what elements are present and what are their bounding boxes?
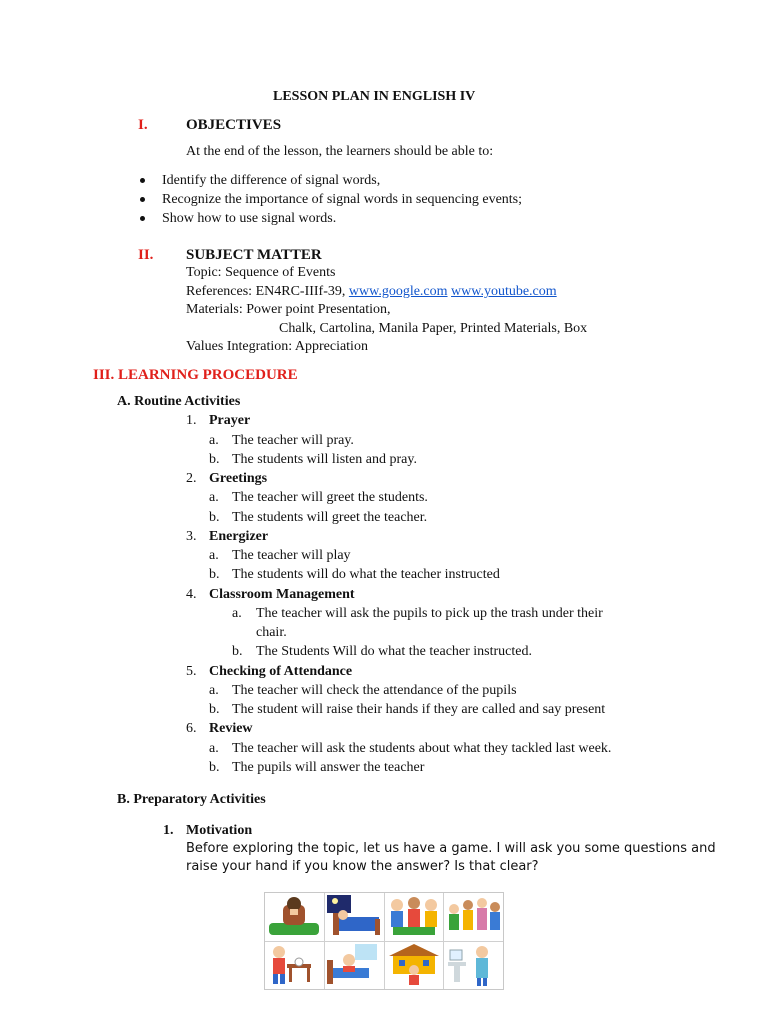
sub-text: The teacher will greet the students. xyxy=(232,490,428,505)
objectives-heading: OBJECTIVES xyxy=(186,117,282,133)
sub-letter: a. xyxy=(209,548,219,563)
going-to-school-picture xyxy=(385,942,444,990)
item-title: Greetings xyxy=(209,471,268,486)
item-title: Classroom Management xyxy=(209,587,355,602)
item-number: 1. xyxy=(186,413,197,428)
routine-activities-heading: A. Routine Activities xyxy=(117,394,241,409)
sub-letter: a. xyxy=(209,683,219,698)
sub-text: The students will listen and pray. xyxy=(232,452,417,467)
sub-letter: a. xyxy=(232,606,242,621)
sub-text: The pupils will answer the teacher xyxy=(232,760,425,775)
objectives-intro: At the end of the lesson, the learners should be able to: xyxy=(186,144,494,159)
boy-eating-picture xyxy=(265,942,324,990)
praying-boy-picture xyxy=(265,893,324,941)
item-number: 5. xyxy=(186,664,197,679)
sub-letter: b. xyxy=(209,510,220,525)
motivation-text: Before exploring the topic, let us have a game. I will ask you some questions and xyxy=(186,841,716,856)
sub-text: The teacher will play xyxy=(232,548,351,563)
bullet-icon xyxy=(140,197,145,202)
daily-routine-picture-grid xyxy=(264,892,504,990)
motivation-text-continued: raise your hand if you know the answer? Is that clear? xyxy=(186,859,539,874)
sub-letter: a. xyxy=(209,433,219,448)
sub-text-continued: chair. xyxy=(256,625,287,640)
motivation-title: Motivation xyxy=(186,823,253,838)
bullet-icon xyxy=(140,178,145,183)
sub-text: The Students Will do what the teacher instructed. xyxy=(256,644,532,659)
sub-text: The teacher will pray. xyxy=(232,433,354,448)
family-group-picture xyxy=(444,893,503,941)
page-title: LESSON PLAN IN ENGLISH IV xyxy=(273,89,476,104)
sub-letter: b. xyxy=(209,567,220,582)
item-title: Review xyxy=(209,721,253,736)
google-link[interactable]: www.google.com xyxy=(348,284,448,299)
section-2-number: II. xyxy=(138,247,154,263)
item-number: 1. xyxy=(163,823,174,838)
item-number: 4. xyxy=(186,587,197,602)
learning-procedure-heading: III. LEARNING PROCEDURE xyxy=(93,367,298,383)
materials-line-2: Chalk, Cartolina, Manila Paper, Printed Materials, Box xyxy=(279,321,588,336)
sub-letter: b. xyxy=(209,702,220,717)
sub-letter: a. xyxy=(209,490,219,505)
kids-group-picture xyxy=(385,893,444,941)
youtube-link[interactable]: www.youtube.com xyxy=(451,284,557,299)
references-line xyxy=(186,283,557,301)
sub-text: The student will raise their hands if they are called and say present xyxy=(232,702,606,717)
subject-matter-heading: SUBJECT MATTER xyxy=(186,247,322,263)
bullet-icon xyxy=(140,216,145,221)
brushing-teeth-picture xyxy=(444,942,503,990)
item-number: 2. xyxy=(186,471,197,486)
topic-line: Topic: Sequence of Events xyxy=(186,265,336,280)
references-label: References: EN4RC-IIIf-39, xyxy=(186,284,346,299)
preparatory-activities-heading: B. Preparatory Activities xyxy=(117,792,266,807)
sub-letter: b. xyxy=(209,452,220,467)
sub-text: The students will do what the teacher instructed xyxy=(232,567,500,582)
item-title: Prayer xyxy=(209,413,251,428)
section-1-number: I. xyxy=(138,117,148,133)
sleeping-child-picture xyxy=(325,893,384,941)
values-line: Values Integration: Appreciation xyxy=(186,339,368,354)
sub-letter: b. xyxy=(209,760,220,775)
sub-text: The teacher will ask the pupils to pick up the trash under their xyxy=(256,606,603,621)
sub-text: The teacher will ask the students about what they tackled last week. xyxy=(232,741,612,756)
sub-text: The teacher will check the attendance of the pupils xyxy=(232,683,517,698)
item-title: Energizer xyxy=(209,529,269,544)
sub-letter: b. xyxy=(232,644,243,659)
waking-up-picture xyxy=(325,942,384,990)
materials-line: Materials: Power point Presentation, xyxy=(186,302,391,317)
sub-letter: a. xyxy=(209,741,219,756)
objective-item: Show how to use signal words. xyxy=(162,211,337,226)
item-title: Checking of Attendance xyxy=(209,664,353,679)
item-number: 3. xyxy=(186,529,197,544)
objective-item: Recognize the importance of signal words in sequencing events; xyxy=(162,192,523,207)
sub-text: The students will greet the teacher. xyxy=(232,510,428,525)
item-number: 6. xyxy=(186,721,197,736)
objective-item: Identify the difference of signal words, xyxy=(162,173,381,188)
